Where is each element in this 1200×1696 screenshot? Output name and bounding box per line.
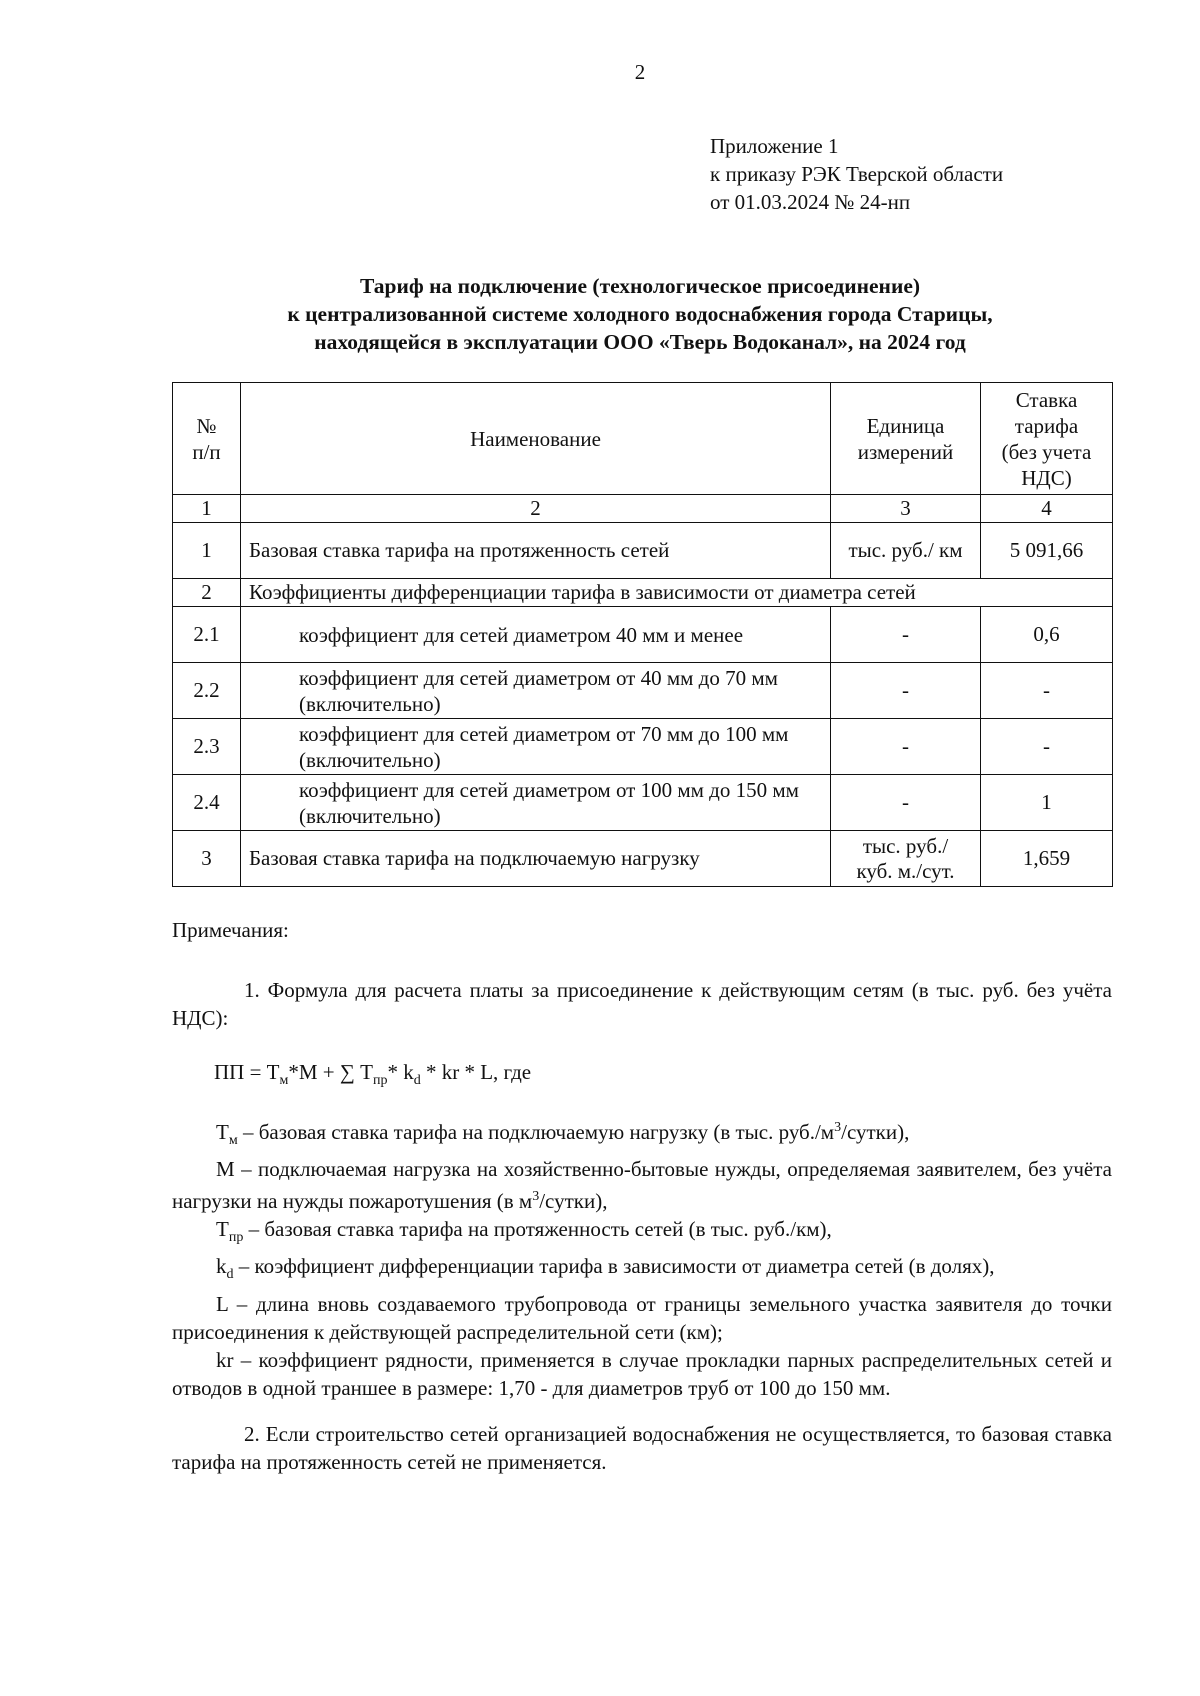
formula-subscript: м (279, 1073, 289, 1089)
document-title (160, 272, 1120, 356)
row-name: коэффициент для сетей диаметром 40 мм и менее (241, 607, 831, 663)
row-unit (831, 831, 981, 887)
table-row (173, 663, 1113, 719)
page-number: 2 (634, 60, 646, 84)
title-line-1: Тариф на подключение (технологическое присоединение) (359, 274, 921, 298)
row-name: Базовая ставка тарифа на протяженность сетей (241, 523, 831, 579)
note-1: 1. Формула для расчета платы за присоединение к действующим сетям (в тыс. руб. без учёта НДС): (172, 978, 1112, 1030)
row-unit: - (831, 775, 981, 831)
row-name: коэффициент для сетей диаметром от 100 мм до 150 мм (включительно) (241, 775, 831, 831)
row-rate: - (981, 719, 1113, 775)
row-name: коэффициент для сетей диаметром от 40 мм до 70 мм (включительно) (241, 663, 831, 719)
row-number: 2.4 (173, 775, 241, 831)
row-rate: 1,659 (981, 831, 1113, 887)
definition-m: М – подключаемая нагрузка на хозяйственно-бытовые нужды, определяемая заявителем, без учёта нагрузки на нужды пожаротушения (в $м^3/сутки$), (172, 1157, 1112, 1214)
row-unit-line-2: куб. м./сут. (856, 858, 955, 883)
table-row (173, 719, 1113, 775)
row-unit: - (831, 719, 981, 775)
row-name: коэффициент для сетей диаметром от 70 мм до 100 мм (включительно) (241, 719, 831, 775)
appendix-line-1: Приложение 1 (710, 134, 839, 158)
appendix-line-3: от 01.03.2024 № 24-нп (710, 190, 911, 214)
header-number-line-1: № (196, 413, 217, 438)
formula-part: * kr * L, где (420, 1060, 532, 1084)
header-rate-line-2: тарифа (1014, 413, 1079, 438)
col-number-1: 1 (173, 495, 241, 523)
formula (214, 1060, 531, 1089)
row-rate: 1 (981, 775, 1113, 831)
row-number: 2.3 (173, 719, 241, 775)
table-row (173, 523, 1113, 579)
formula-definitions (172, 1114, 1112, 1402)
table-header-row (173, 383, 1113, 495)
row-number: 1 (173, 523, 241, 579)
header-rate-line-1: Ставка (1015, 387, 1078, 412)
title-line-3: находящейся в эксплуатации ООО «Тверь Водоканал», на 2024 год (314, 330, 966, 354)
header-rate (981, 383, 1113, 495)
header-rate-line-3: (без учета (1001, 439, 1092, 464)
row-unit: тыс. руб./ км (831, 523, 981, 579)
header-number (173, 383, 241, 495)
tariff-table (172, 382, 1113, 887)
row-number: 2 (173, 579, 241, 607)
row-rate: - (981, 663, 1113, 719)
table-row (173, 607, 1113, 663)
definition-kd: $k_d$ – коэффициент дифференциации тарифа в зависимости от диаметра сетей (в долях), (216, 1254, 995, 1283)
col-number-2: 2 (241, 495, 831, 523)
col-number-3: 3 (831, 495, 981, 523)
formula-part: ПП = Т (214, 1060, 280, 1084)
row-unit: - (831, 663, 981, 719)
appendix-reference (710, 132, 1003, 216)
formula-subscript: d (413, 1073, 421, 1089)
formula-subscript: пр (372, 1073, 388, 1089)
note-2: 2. Если строительство сетей организацией водоснабжения не осуществляется, то базовая ставка тарифа на протяженность сетей не применяется. (172, 1422, 1112, 1474)
row-unit: - (831, 607, 981, 663)
title-line-2: к централизованной системе холодного водоснабжения города Старицы, (287, 302, 993, 326)
row-name: Коэффициенты дифференциации тарифа в зависимости от диаметра сетей (241, 579, 1113, 607)
header-number-line-2: п/п (192, 439, 221, 464)
header-unit (831, 383, 981, 495)
definition-l: L – длина вновь создаваемого трубопровода от границы земельного участка заявителя до точки присоединения к действующей распределительной сети (км); (172, 1291, 1112, 1344)
row-number: 2.2 (173, 663, 241, 719)
row-rate: 0,6 (981, 607, 1113, 663)
definition-tpr: $Т_{пр}$ – базовая ставка тарифа на протяженность сетей (в тыс. руб./км), (216, 1217, 832, 1246)
definition-tm: $Т_м$ – базовая ставка тарифа на подключаемую нагрузку (в тыс. $руб./м^3/сутки$), (216, 1120, 910, 1149)
header-unit-line-2: измерений (857, 439, 954, 464)
col-number-4: 4 (981, 495, 1113, 523)
row-unit-line-1: тыс. руб./ (862, 833, 949, 858)
row-number: 3 (173, 831, 241, 887)
notes-title: Примечания: (172, 918, 289, 942)
header-name: Наименование (241, 383, 831, 495)
row-number: 2.1 (173, 607, 241, 663)
table-row (173, 579, 1113, 607)
appendix-line-2: к приказу РЭК Тверской области (710, 162, 1004, 186)
column-number-row (173, 495, 1113, 523)
row-name: Базовая ставка тарифа на подключаемую нагрузку (241, 831, 831, 887)
formula-part: * k (387, 1060, 414, 1084)
header-rate-line-4: НДС) (1021, 465, 1072, 490)
definition-kr: kr – коэффициент рядности, применяется в случае прокладки парных распределительных сетей и отводов в одной траншее в размере: 1,70 - для диаметров труб от 100 до 150 мм. (172, 1347, 1112, 1400)
formula-part: *М + ∑ Т (288, 1060, 373, 1084)
table-row (173, 831, 1113, 887)
table-row (173, 775, 1113, 831)
header-unit-line-1: Единица (866, 413, 945, 438)
row-rate: 5 091,66 (981, 523, 1113, 579)
